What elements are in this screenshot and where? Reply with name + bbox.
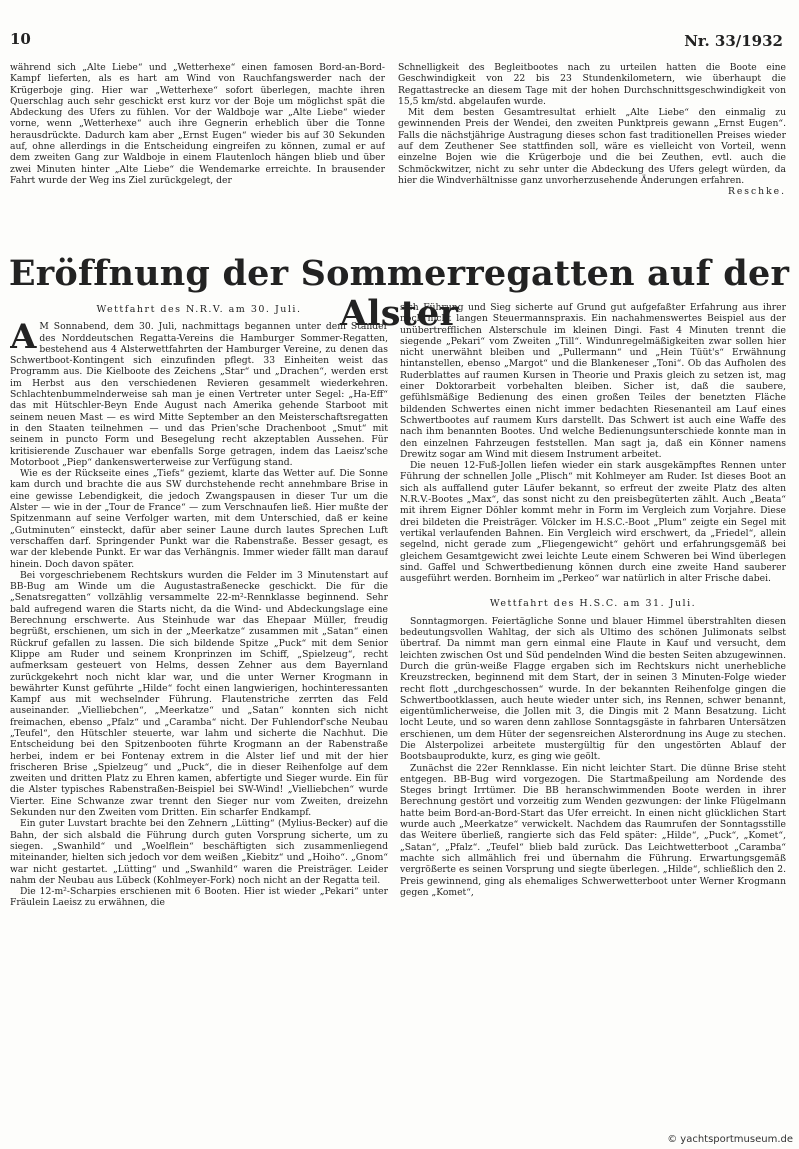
article-paragraph: M Sonnabend, dem 30. Juli, nachmittags begannen unter dem Stander des Norddeutschen Regatta-Vereins die Hamburger Sommer-Regatten, bestehend aus 4 Alsterwettfahrten der Hamburger Vereine, zu denen das Schwertboot-Kontingent sich einzufinden pflegt. 33 Einheiten weist das Programm aus. Die Kielboote des Zeichens „Star“ und „Drachen“, werden erst im Herbst aus den verschiedenen Revieren gesammelt wiederkehren. Schlachtenbummelnderweise sah man je einen Vertreter unter Segel: „Ha-Eff“ das mit Hütschler-Beyn Ende August nach Amerika gehende Starboot mit seinem neuen Mast — es wird Mitte September an den Meisterschaftsregatten in den Staaten teilnehmen — und das Prien'sche Drachenboot „Smut“ mit seinem in puncto Form und Besegelung recht akzeptablen Aussehen. Für kritisierende Zuschauer war ebenfalls Sorge getragen, indem das Laeisz'sche Motorboot „Piep“ dankenswerterweise zur Verfügung stand. xyxy=(10,321,388,468)
article-paragraph: Ein guter Luvstart brachte bei den Zehnern „Lütting“ (Mylius-Becker) auf die Bahn, der sich alsbald die Führung durch guten Vorsprung sicherte, um zu siegen. „Swanhild“ und „Woelflein“ beschäftigten sich zusammenliegend miteinander, hielten sich jedoch vor dem weißen „Kiebitz“ und „Hoiho“. „Gnom“ war nicht gestartet. „Lütting“ und „Swanhild“ waren die Preisträger. Leider nahm der Neubau aus Lübeck (Kohlmeyer-Fork) noch nicht an der Regatta teil. xyxy=(10,818,388,886)
section-subhead: Wettfahrt des N.R.V. am 30. Juli. xyxy=(96,304,302,315)
article-paragraph: Zunächst die 22er Rennklasse. Ein nicht leichter Start. Die dünne Brise steht entgegen. BB-Bug wird vorgezogen. Die Startmaßpeilung am Nordende des Steges bringt Irrtümer. Die BB heranschwimmenden Boote werden in ihrer Berechnung gestört und vorzeitig zum Wenden gezwungen: der linke Flügelmann hatte beim Bord-an-Bord-Start das Ufer erreicht. In einen nicht glücklichen Start wurde auch „Meerkatze“ verwickelt. Nachdem das Raumrufen der Sonntagsstille das Weitere überließ, rangierte sich das Feld später: „Hilde“, „Puck“, „Komet“, „Satan“, „Pfalz“. „Teufel“ blieb bald zurück. Das Leichtwetterboot „Caramba“ machte sich allmählich frei und übernahm die Führung. Erwartungsgemäß vergrößerte es seinen Vorsprung und siegte überlegen. „Hilde“, schließlich den 2. Preis gewinnend, ging als ehemaliges Schwerwetterboot unter Werner Krogmann gegen „Komet“, xyxy=(400,762,786,898)
author-signature: Reschke. xyxy=(727,186,786,198)
drop-cap: A xyxy=(10,317,37,358)
copyright-icon: © xyxy=(667,1134,678,1145)
article-right-column xyxy=(400,302,786,1122)
watermark xyxy=(667,1134,793,1145)
continuation-left-text: während sich „Alte Liebe“ und „Wetterhexe“ einen famosen Bord-an-Bord-Kampf lieferten, als es hart am Wind von Rauchfangswerder nach der Krügerboje ging. Hier war „Wetterhexe“ sofort überlegen, machte ihren Querschlag auch sehr geschickt erst kurz vor der Boje um möglichst spät die Abdeckung des Ufers zu fühlen. Vor der Waldboje war „Alte Liebe“ wieder vorne, wenn „Wetterhexe“ auch ihre Gegnerin erheblich über die Tonne herausdrückte. Dadurch kam aber „Ernst Eugen“ wieder bis auf 30 Sekunden auf, ohne allerdings in die Entscheidung eingreifen zu können, zumal er auf dem zweiten Gang zur Waldboje in einem Flautenloch hängen blieb und über zwei Minuten hinter „Alte Liebe“ die Wendemarke erreichte. In brausender Fahrt wurde der Weg ins Ziel zurückgelegt, der xyxy=(10,62,385,186)
article-left-column xyxy=(10,302,388,1122)
issue-number: Nr. 33/1932 xyxy=(684,32,783,50)
section-subhead: Wettfahrt des H.S.C. am 31. Juli. xyxy=(489,598,697,610)
continuation-left-column xyxy=(10,62,385,258)
page-header xyxy=(10,30,789,56)
article-paragraph: Sonntagmorgen. Feiertägliche Sonne und blauer Himmel überstrahlten diesen bedeutungsvollen Wahltag, der sich als Ultimo des schönen Julimonats selbst übertraf. Da nimmt man gern einmal eine Flaute in Kauf und versucht, dem leichten zwischen Ost und Süd pendelnden Wind die besten Seiten abzugewinnen. Durch die grün-weiße Flagge ergaben sich im Rechtskurs nicht unerhebliche Kreuzstrecken, beginnend mit dem Start, der in seinen 3 Minuten-Folge wieder recht flott „durchgeschossen“ wurde. In der bekannten Reihenfolge gingen die Schwertbootklassen, auch heute wieder unter sich, ins Rennen, schwer benannt, eigentümlicherweise, die Jollen mit 3, die Dingis mit 2 Mann Besatzung. Licht locht Leute, und so waren denn zahllose Sonntagsgäste in fahrbaren Untersätzen erschienen, um dem Hüter der segensreichen Alsterordnung ins Auge zu stechen. Die Alsterpolizei arbeitete mustergültig für den ungestörten Ablauf der Bootsbauprodukte, kurz, es ging wie geölt. xyxy=(400,615,786,763)
article-paragraph: Die 12-m²-Scharpies erschienen mit 6 Booten. Hier ist wieder „Pekari“ unter Fräulein Laeisz zu erwähnen, die xyxy=(10,886,388,909)
article-body xyxy=(10,302,790,1124)
article-paragraph: sich Führung und Sieg sicherte auf Grund gut aufgefaßter Erfahrung aus ihrer noch nicht langen Steuermannspraxis. Ein nachahmenswertes Beispiel aus der unübertrefflichen Alsterschule im kleinen Dingi. Fast 4 Minuten trennt die siegende „Pekari“ vom Zweiten „Till“. Windunregelmäßigkeiten zwar sollen hier nicht unerwähnt bleiben und „Pullermann“ und „Hein Tüüt's“ Erwähnung hintanstellen, ebenso „Margot“ und die Blankeneser „Toni“. Ob das Aufholen des Ruderblattes auf raumen Kursen in Theorie und Praxis gleich zu setzen ist, mag einer Doktorarbeit vorbehalten bleiben. Sicher ist, daß die saubere, gefühlsmäßige Bedienung des einen großen Teiles der benetzten Fläche bildenden Schwertes einen nicht immer bedachten Riesenanteil am Lauf eines Schwertbootes auf raumem Kurs darstellt. Das Schwert ist auch eine Waffe des nach ihm benannten Bootes. Und welche Bedienungsunterschiede konnte man in den einzelnen Fahrzeugen feststellen. Man sagt ja, daß ein Könner namens Drewitz sogar am Wind mit diesem Instrument arbeitet. xyxy=(400,302,786,460)
continuation-right-column xyxy=(398,62,786,258)
previous-article-continuation xyxy=(10,62,790,260)
article-paragraph: Die neuen 12-Fuß-Jollen liefen wieder ein stark ausgekämpftes Rennen unter Führung der schnellen Jolle „Plisch“ mit Kohlmeyer am Ruder. Ist dieses Boot an sich als auffallend guter Läufer bekannt, so erfreut der zweite Platz des alten N.R.V.-Bootes „Max“, das sonst nicht zu den preisbegüterten zählt. Auch „Beata“ mit ihrem Eigner Döhler kommt mehr in Form im Vergleich zum Vorjahre. Diese drei bildeten die Preisträger. Völcker im H.S.C.-Boot „Plum“ zeigte ein Segel mit vertikal verlaufenden Bahnen. Ein Vergleich wird erschwert, da „Friedel“, allein segelnd, nicht gerade zum „Fliegengewicht“ gehört und erfahrungsgemäß bei gleichem Gesamtgewicht zwei leichte Leute einem Schweren bei Wind überlegen sind. Gaffel und Schwertbedienung können durch eine zweite Hand sauberer ausgeführt werden. Bornheim im „Perkeo“ war natürlich in alter Frische dabei. xyxy=(400,460,786,585)
page-number: 10 xyxy=(10,30,31,48)
continuation-right-paragraph: Mit dem besten Gesamtresultat erhielt „Alte Liebe“ den einmalig zu gewinnenden Preis der Wendei, den zweiten Punktpreis gewann „Ernst Eugen“. Falls die nächstjährige Austragung dieses schon fast traditionellen Preises wieder auf dem Zeuthener See stattfinden soll, wäre es vielleicht von Vorteil, wenn einzelne Bojen wie die Krügerboje und die bei Zeuthen, evtl. auch die Schmöckwitzer, nicht zu sehr unter die Abdeckung des Ufers gelegt würden, da hier die Windverhältnisse ganz unvorherzusehende Änderungen erfahren. xyxy=(398,107,786,186)
continuation-right-paragraph: Schnelligkeit des Begleitbootes nach zu urteilen hatten die Boote eine Geschwindigkeit von 22 bis 23 Stundenkilometern, wie überhaupt die Regattastrecke an diesem Tage mit der hohen Durchschnittsgeschwindigkeit von 15,5 km/std. abgelaufen wurde. xyxy=(398,62,786,107)
watermark-text: yachtsportmuseum.de xyxy=(680,1134,793,1145)
article-paragraph: Wie es der Rückseite eines „Tiefs“ geziemt, klarte das Wetter auf. Die Sonne kam durch und brachte die aus SW durchstehende recht annehmbare Brise in eine gewisse Lebendigkeit, die jedoch Zwangspausen in dieser Tur um die Alster — wie in der „Tour de France“ — zum Verschnaufen ließ. Hier mußte der Spitzenmann auf seine Verfolger warten, mit dem Unterschied, daß er keine „Gutminuten“ einsteckt, dafür aber seiner Laune durch lautes Sprechen Luft verschaffen darf. Springender Punkt war die Rabenstraße. Besser gesagt, es war der klebende Punkt. Er war das Verhängnis. Immer wieder fällt man darauf hinein. Doch davon später. xyxy=(10,468,388,570)
article-paragraph: Bei vorgeschriebenem Rechtskurs wurden die Felder im 3 Minutenstart auf BB-Bug am Winde um die Augustastraßenecke geschickt. Die für die „Senatsregatten“ vollzählig versammelte 22-m²-Rennklasse beginnend. Sehr bald aufregend waren die Starts nicht, da die Wind- und Abdeckungslage eine Berechnung erschwerte. Aus Steinhude war das Ehepaar Müller, freudig begrüßt, erschienen, um sich in der „Meerkatze“ zusammen mit „Satan“ einen Rückruf gefallen zu lassen. Die sich bildende Spitze „Puck“ mit dem Senior Klippe am Ruder und seinem Kronprinzen im Schiff, „Spielzeug“, recht aufmerksam gesteuert von Helms, dessen Zehner aus dem Bayernland zurückgekehrt noch nicht klar war, und die unter Werner Krogmann in bewährter Kunst geführte „Hilde“ focht einen langwierigen, hochinteressanten Kampf aus mit wechselnder Führung. Flautenstriche zerrten das Feld auseinander. „Vielliebchen“, „Meerkatze“ und „Satan“ konnten sich nicht freimachen, ebenso „Pfalz“ und „Caramba“ nicht. Der Fuhlendorf'sche Neubau „Teufel“, den Hütschler steuerte, war lahm und sicherte die Nachhut. Die Entscheidung bei den Spitzenbooten führte Krogmann an der Rabenstraße herbei, indem er bei Fontenay extrem in die Alster lief und mit der hier frischeren Brise „Spielzeug“ und „Puck“, die in dieser Reihenfolge auf dem zweiten und dritten Platz zu Ehren kamen, abfertigte und Sieger wurde. Ein für die Alster typisches Rabenstraßen-Beispiel bei SW-Wind! „Vielliebchen“ wurde Vierter. Eine Schwanze zwar trennt den Sieger nur vom Zweiten, dreizehn Sekunden nur den Zweiten vom Dritten. Ein scharfer Endkampf. xyxy=(10,569,388,819)
article-headline: Eröffnung der Sommerregatten auf der Alster xyxy=(8,253,790,334)
